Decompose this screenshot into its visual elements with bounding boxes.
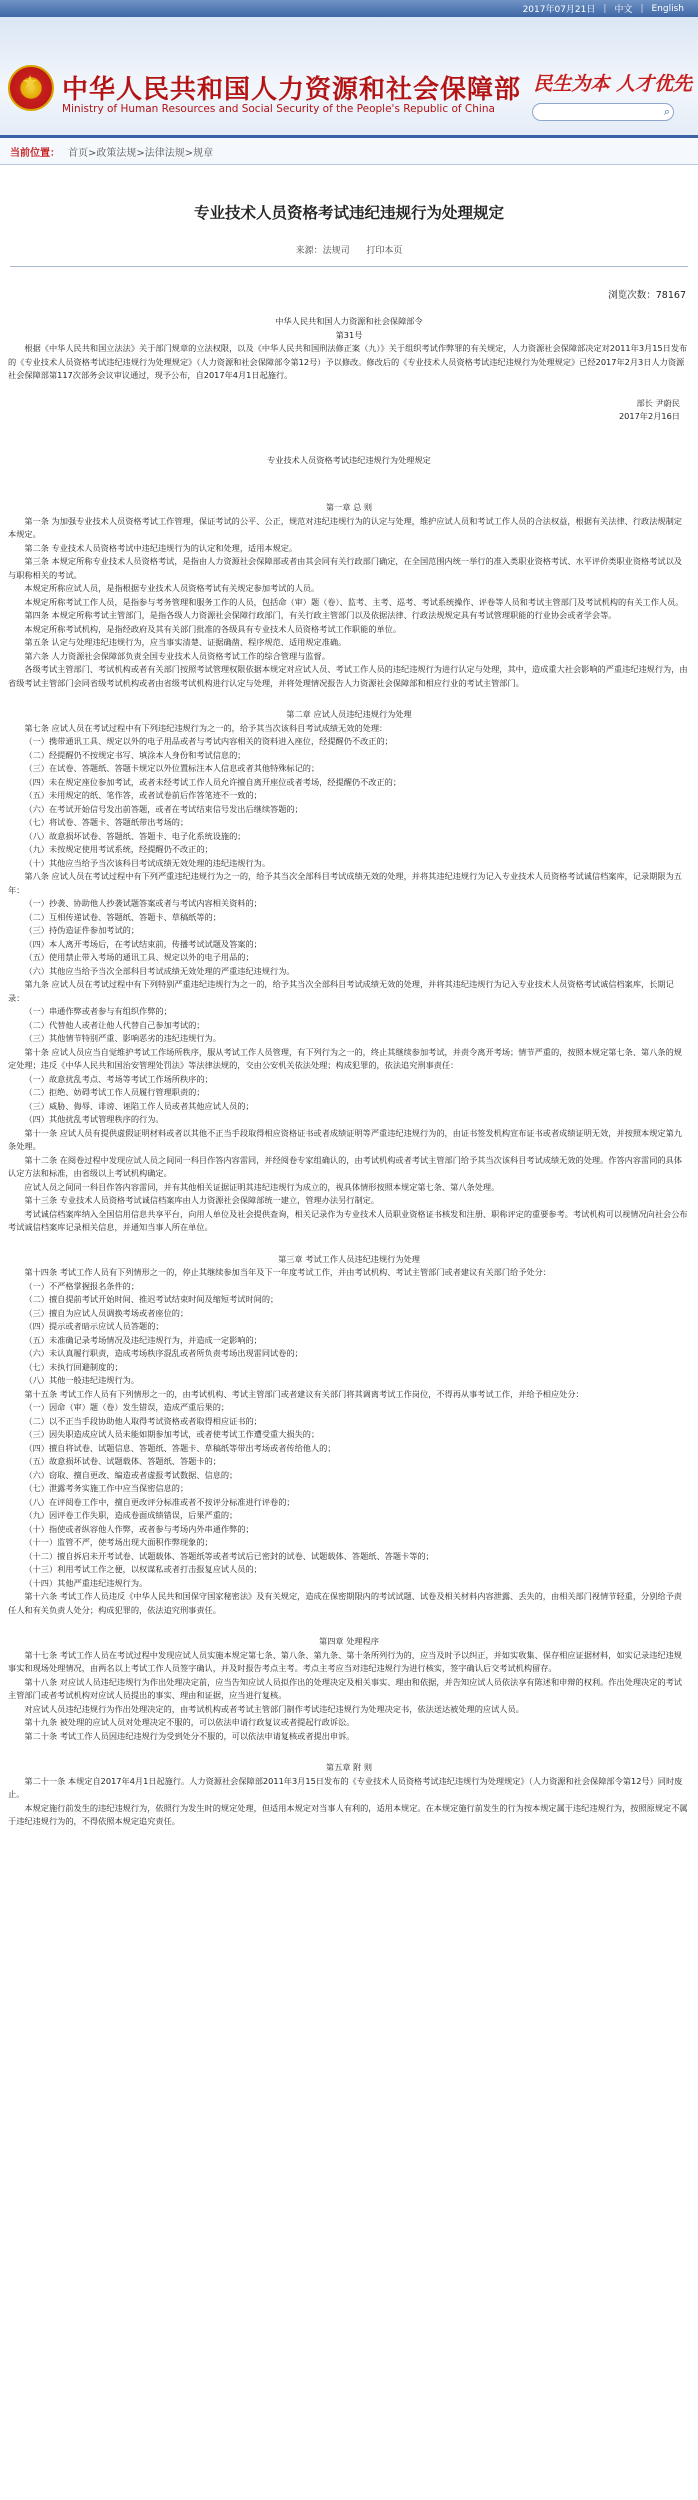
paragraph: （四）擅自将试卷、试题信息、答题纸、答题卡、草稿纸等带出考场或者传给他人的； [24, 1442, 336, 1453]
paragraph: （四）未在规定座位参加考试，或者未经考试工作人员允许擅自离开座位或者考场，经提醒仍不改正的； [24, 776, 402, 787]
paragraph: 第十二条 在阅卷过程中发现应试人员之间同一科目作答内容雷同，并经阅卷专家组确认的，由考试机构或者考试主管部门给予其当次该科目考试成绩无效的处理。作答内容雷同的具体认定方法和标准，由省级以上考试机构确定。 [8, 1154, 682, 1178]
paragraph: （七）将试卷、答题卡、答题纸带出考场的； [24, 817, 189, 827]
paragraph: 第四条 本规定所称考试主管部门，是指各级人力资源社会保障行政部门，有关行政主管部门以及依据法律、行政法规规定具有考试管理职能的行业协会或者学会等。 [24, 610, 617, 620]
paragraph: （五）故意损坏试卷、试题载体、答题纸、答题卡的； [24, 1456, 221, 1466]
article-meta[interactable]: 来源：法规司 打印本页 [295, 246, 403, 256]
paragraph: 第二条 专业技术人员资格考试中违纪违规行为的认定和处理，适用本规定。 [24, 542, 298, 553]
signature-date: 2017年2月16日 [618, 411, 680, 421]
paragraph: （六）在考试开始信号发出前答题，或者在考试结束信号发出后继续答题的； [24, 803, 303, 814]
paragraph: 第十五条 考试工作人员有下列情形之一的，由考试机构、考试主管部门或者建议有关部门将其调离考试工作岗位，不得再从事考试工作，并给予相应处分： [24, 1388, 584, 1399]
paragraph: 第一条 为加强专业技术人员资格考试工作管理，保证考试的公平、公正，规范对违纪违规行为的认定与处理，维护应试人员和考试工作人员的合法权益，根据有关法律、行政法规制定本规定。 [8, 515, 682, 539]
chapter-heading: 第二章 应试人员违纪违规行为处理 [286, 709, 412, 719]
paragraph: 第十八条 对应试人员违纪违规行为作出处理决定前，应当告知应试人员拟作出的处理决定及相关事实、理由和依据，并告知应试人员依法享有陈述和申辩的权利。作出处理决定的考试主管部门或者考试机构对应试人员提出的事实、理由和证据，应当进行复核。 [8, 1676, 682, 1700]
breadcrumb [0, 138, 698, 165]
paragraph: 第十四条 考试工作人员有下列情形之一的，停止其继续参加当年及下一年度考试工作，并由考试机构、考试主管部门或者建议有关部门给予处分： [24, 1267, 551, 1277]
paragraph: 第二十一条 本规定自2017年4月1日起施行。人力资源社会保障部2011年3月15日发布的《专业技术人员资格考试违纪违规行为处理规定》（人力资源和社会保障部令第12号）同时废止。 [8, 1775, 683, 1799]
paragraph: （三）在试卷、答题纸、答题卡规定以外位置标注本人信息或者其他特殊标记的； [24, 763, 320, 773]
paragraph: 第七条 应试人员在考试过程中有下列违纪违规行为之一的，给予其当次该科目考试成绩无效的处理： [24, 722, 388, 733]
paragraph: 第五条 认定与处理违纪违规行为，应当事实清楚、证据确凿、程序规范、适用规定准确。 [24, 637, 347, 647]
paragraph: 第十六条 考试工作人员违反《中华人民共和国保守国家秘密法》及有关规定，造成在保密期限内的考试试题、试卷及相关材料内容泄露、丢失的，由相关部门视情节轻重，分别给予责任人和有关负责人处分；构成犯罪的，依法追究刑事责任。 [8, 1591, 682, 1615]
site-title-cn: 中华人民共和国人力资源和社会保障部 [62, 75, 522, 105]
paragraph: （一）携带通讯工具、规定以外的电子用品或者与考试内容相关的资料进入座位，经提醒仍不改正的； [24, 736, 393, 746]
paragraph: （二）经提醒仍不按规定书写、填涂本人身份和考试信息的； [24, 749, 246, 760]
paragraph: （六）窃取、擅自更改、编造或者虚报考试数据、信息的； [24, 1469, 238, 1480]
paragraph: （一）抄袭、协助他人抄袭试题答案或者与考试内容相关资料的； [24, 898, 262, 908]
divider: | [603, 3, 607, 14]
paragraph: （二）拒绝、妨碍考试工作人员履行管理职责的； [24, 1087, 205, 1097]
breadcrumb-path[interactable]: 首页>政策法规>法律法规>规章 [68, 147, 214, 159]
paragraph: （四）本人离开考场后，在考试结束前，传播考试试题及答案的； [24, 938, 262, 949]
paragraph: 第三条 本规定所称专业技术人员资格考试，是指由人力资源社会保障部或者由其会同有关行政部门确定，在全国范围内统一举行的准入类职业资格考试、水平评价类职业资格考试以及与职称相关的考试。 [8, 556, 682, 580]
paragraph: （三）因失职造成应试人员未能如期参加考试，或者使考试工作遭受重大损失的； [24, 1429, 320, 1439]
paragraph: 本规定所称考试机构，是指经政府及其有关部门批准的各级具有专业技术人员资格考试工作职能的单位。 [24, 623, 402, 634]
paragraph: （一）不严格掌握报名条件的； [24, 1280, 140, 1291]
paragraph: （一）故意扰乱考点、考场等考试工作场所秩序的； [24, 1073, 213, 1084]
date-text: 2017年07月21日 [522, 5, 596, 15]
paragraph: （五）未准确记录考场情况及违纪违规行为，并造成一定影响的； [24, 1334, 262, 1345]
issuer: 中华人民共和国人力资源和社会保障部令 [275, 316, 423, 326]
page-title: 专业技术人员资格考试违纪违规行为处理规定 [193, 204, 504, 222]
paragraph: （七）未执行回避制度的； [24, 1361, 123, 1372]
paragraph: （一）因命（审）题（卷）发生错误，造成严重后果的； [24, 1402, 230, 1412]
regulation-title: 专业技术人员资格考试违纪违规行为处理规定 [267, 454, 431, 465]
paragraph: （三）持伪造证件参加考试的； [24, 925, 140, 935]
chapter-2 [8, 722, 690, 1235]
paragraph: （四）提示或者暗示应试人员答题的； [24, 1321, 164, 1331]
paragraph: （十二）擅自拆启未开考试卷、试题载体、答题纸等或者考试后已密封的试卷、试题载体、答题纸、答题卡等的； [24, 1550, 434, 1561]
paragraph: （八）故意损坏试卷、答题纸、答题卡、电子化系统设施的； [24, 830, 246, 841]
chapter-heading: 第一章 总 则 [325, 502, 373, 512]
paragraph: （二）擅自提前考试开始时间、推迟考试结束时间及缩短考试时间的； [24, 1294, 279, 1304]
paragraph: （十）其他应当给予当次该科目考试成绩无效处理的违纪违规行为。 [24, 857, 271, 868]
article-body [0, 301, 698, 1829]
paragraph: （九）未按规定使用考试系统，经提醒仍不改正的； [24, 844, 213, 854]
paragraph: 第六条 人力资源社会保障部负责全国专业技术人员资格考试工作的综合管理与监督。 [24, 650, 330, 661]
paragraph: （八）其他一般违纪违规行为。 [24, 1375, 140, 1385]
breadcrumb-label: 当前位置： [10, 147, 60, 159]
slogan: 民生为本 人才优先 [533, 73, 692, 95]
signature-name: 部长 尹蔚民 [636, 397, 680, 408]
national-emblem-icon [8, 65, 54, 111]
paragraph: 本规定所称应试人员，是指根据专业技术人员资格考试有关规定参加考试的人员。 [24, 583, 320, 593]
paragraph: （三）擅自为应试人员调换考场或者座位的； [24, 1307, 189, 1318]
paragraph: （二）以不正当手段协助他人取得考试资格或者取得相应证书的； [24, 1415, 262, 1426]
paragraph: 第十三条 专业技术人员资格考试诚信档案库由人力资源社会保障部统一建立，管理办法另行制定。 [24, 1195, 380, 1205]
paragraph: （十三）利用考试工作之便，以权谋私或者打击报复应试人员的； [24, 1564, 262, 1574]
paragraph: （三）威胁、侮辱、诽谤、诬陷工作人员或者其他应试人员的； [24, 1100, 254, 1111]
chapter-heading: 第三章 考试工作人员违纪违规行为处理 [278, 1253, 420, 1264]
paragraph: （六）其他应当给予当次全部科目考试成绩无效处理的严重违纪违规行为。 [24, 965, 295, 976]
paragraph: 第二十条 考试工作人员因违纪违规行为受到处分不服的，可以依法申请复核或者提出申诉。 [24, 1730, 355, 1741]
chapter-heading: 第四章 处理程序 [319, 1636, 379, 1646]
search-icon[interactable]: ⌕ [663, 105, 670, 118]
paragraph: （五）未用规定的纸、笔作答，或者试卷前后作答笔迹不一致的； [24, 790, 262, 800]
paragraph: （四）其他扰乱考试管理秩序的行为。 [24, 1114, 164, 1124]
lang-en-link[interactable]: English [651, 3, 684, 14]
paragraph: 本规定施行前发生的违纪违规行为，依照行为发生时的规定处理，但适用本规定对当事人有利的，适用本规定。在本规定施行前发生的行为按本规定属于违纪违规行为，按照原规定不属于违纪违规行为的，不得依照本规定追究责任。 [8, 1802, 688, 1826]
chapter-5 [8, 1775, 690, 1829]
paragraph: （六）未认真履行职责，造成考场秩序混乱或者所负责考场出现雷同试卷的； [24, 1348, 303, 1358]
paragraph: （二）互相传递试卷、答题纸、答题卡、草稿纸等的； [24, 911, 221, 922]
paragraph: 应试人员之间同一科目作答内容雷同，并有其他相关证据证明其违纪违规行为成立的，视具体情形按照本规定第七条、第八条处理。 [24, 1181, 500, 1192]
paragraph: 本规定所称考试工作人员，是指参与考务管理和服务工作的人员，包括命（审）题（卷）、监考、主考、巡考、考试系统操作、评卷等人员和考试主管部门及考试机构的有关工作人员。 [24, 596, 684, 607]
site-title-en: Ministry of Human Resources and Social Security of the People's Republic of China [62, 103, 495, 115]
site-header [0, 17, 698, 138]
paragraph: （一）串通作弊或者参与有组织作弊的； [24, 1006, 172, 1016]
paragraph: （五）使用禁止带入考场的通讯工具、规定以外的电子用品的； [24, 952, 254, 962]
view-count: 浏览次数：78167 [608, 290, 686, 301]
paragraph: （三）其他情节特别严重、影响恶劣的违纪违规行为。 [24, 1033, 221, 1043]
paragraph: （八）在评阅卷工作中，擅自更改评分标准或者不按评分标准进行评卷的； [24, 1496, 295, 1507]
search-input[interactable] [532, 103, 674, 121]
paragraph: 第十一条 应试人员有提供虚假证明材料或者以其他不正当手段取得相应资格证书或者成绩证明等严重违纪违规行为的，由证书签发机构宣布证书或者成绩证明无效，并按照本规定第九条处理。 [8, 1127, 682, 1151]
paragraph: 第十条 应试人员应当自觉维护考试工作场所秩序，服从考试工作人员管理，有下列行为之一的，终止其继续参加考试，并责令离开考场；情节严重的，按照本规定第七条、第八条的规定处理；违反《中华人民共和国治安管理处罚法》等法律法规的，交由公安机关依法处理；构成犯罪的，依法追究刑事责任： [8, 1046, 682, 1070]
chapter-3 [8, 1266, 690, 1617]
paragraph: （九）因评卷工作失职，造成卷面成绩错误，后果严重的； [24, 1510, 238, 1520]
paragraph: 对应试人员违纪违规行为作出处理决定的，由考试机构或者考试主管部门制作考试违纪违规行为处理决定书，依法送达被处理的应试人员。 [24, 1703, 524, 1714]
lang-cn-link[interactable]: 中文 [614, 5, 633, 15]
paragraph: 考试诚信档案库纳入全国信用信息共享平台，向用人单位及社会提供查询，相关记录作为专业技术人员职业资格证书核发和注册、职称评定的重要参考。考试机构可以视情况向社会公布考试诚信档案库记录相关信息，并通知当事人所在单位。 [8, 1208, 688, 1232]
divider [10, 266, 688, 267]
paragraph: 第八条 应试人员在考试过程中有下列严重违纪违规行为之一的，给予其当次全部科目考试成绩无效的处理，并将其违纪违规行为记入专业技术人员资格考试诚信档案库，记录期限为五年： [8, 871, 682, 895]
paragraph: 第九条 应试人员在考试过程中有下列特别严重违纪违规行为之一的，给予其当次全部科目考试成绩无效的处理，并将其违纪违规行为记入专业技术人员资格考试诚信档案库，长期记录： [8, 979, 674, 1003]
paragraph: （二）代替他人或者让他人代替自己参加考试的； [24, 1019, 205, 1030]
top-bar [0, 0, 698, 17]
preamble: 根据《中华人民共和国立法法》关于部门规章的立法权限，以及《中华人民共和国刑法修正案（九）》关于组织考试作弊罪的有关规定，人力资源社会保障部决定对2011年3月15日发布的《专业技术人员资格考试违纪违规行为处理规定》（人力资源和社会保障部令第12号）予以修改。修改后的《专业技术人员资格考试违纪违规行为处理规定》已经2017年2月3日人力资源社会保障部第117次部务会议审议通过，现予公布，自2017年4月1日起施行。 [8, 343, 688, 380]
chapter-4 [8, 1649, 690, 1744]
paragraph: （十）指使或者纵容他人作弊，或者参与考场内外串通作弊的； [24, 1523, 254, 1534]
paragraph: 第十九条 被处理的应试人员对处理决定不服的，可以依法申请行政复议或者提起行政诉讼。 [24, 1717, 355, 1727]
paragraph: 各级考试主管部门、考试机构或者有关部门按照考试管理权限依据本规定对应试人员、考试工作人员的违纪违规行为进行认定与处理，其中，造成重大社会影响的严重违纪违规行为，由省级考试主管部门会同省级考试机构或者由省级考试机构进行认定与处理，并将处理情况报告人力资源社会保障部和相应行业的考试主管部门。 [8, 664, 688, 688]
paragraph: 第十七条 考试工作人员在考试过程中发现应试人员实施本规定第七条、第八条、第九条、第十条所列行为的，应当及时予以纠正，并如实收集、保存相应证据材料，如实记录违纪违规事实和现场处理情况，由两名以上考试工作人员签字确认，并及时报告考点主考。考点主考应当对违纪违规行为进行核实，签字确认后交考试机构留存。 [8, 1649, 682, 1673]
decree-number: 第31号 [335, 329, 363, 340]
divider: | [640, 3, 644, 14]
chapter-1 [8, 515, 690, 691]
paragraph: （七）泄露考务实施工作中应当保密信息的； [24, 1483, 189, 1493]
paragraph: （十四）其他严重违纪违规行为。 [24, 1577, 148, 1588]
paragraph: （十一）监管不严，使考场出现大面积作弊现象的； [24, 1537, 213, 1547]
chapter-heading: 第五章 附 则 [325, 1762, 373, 1772]
